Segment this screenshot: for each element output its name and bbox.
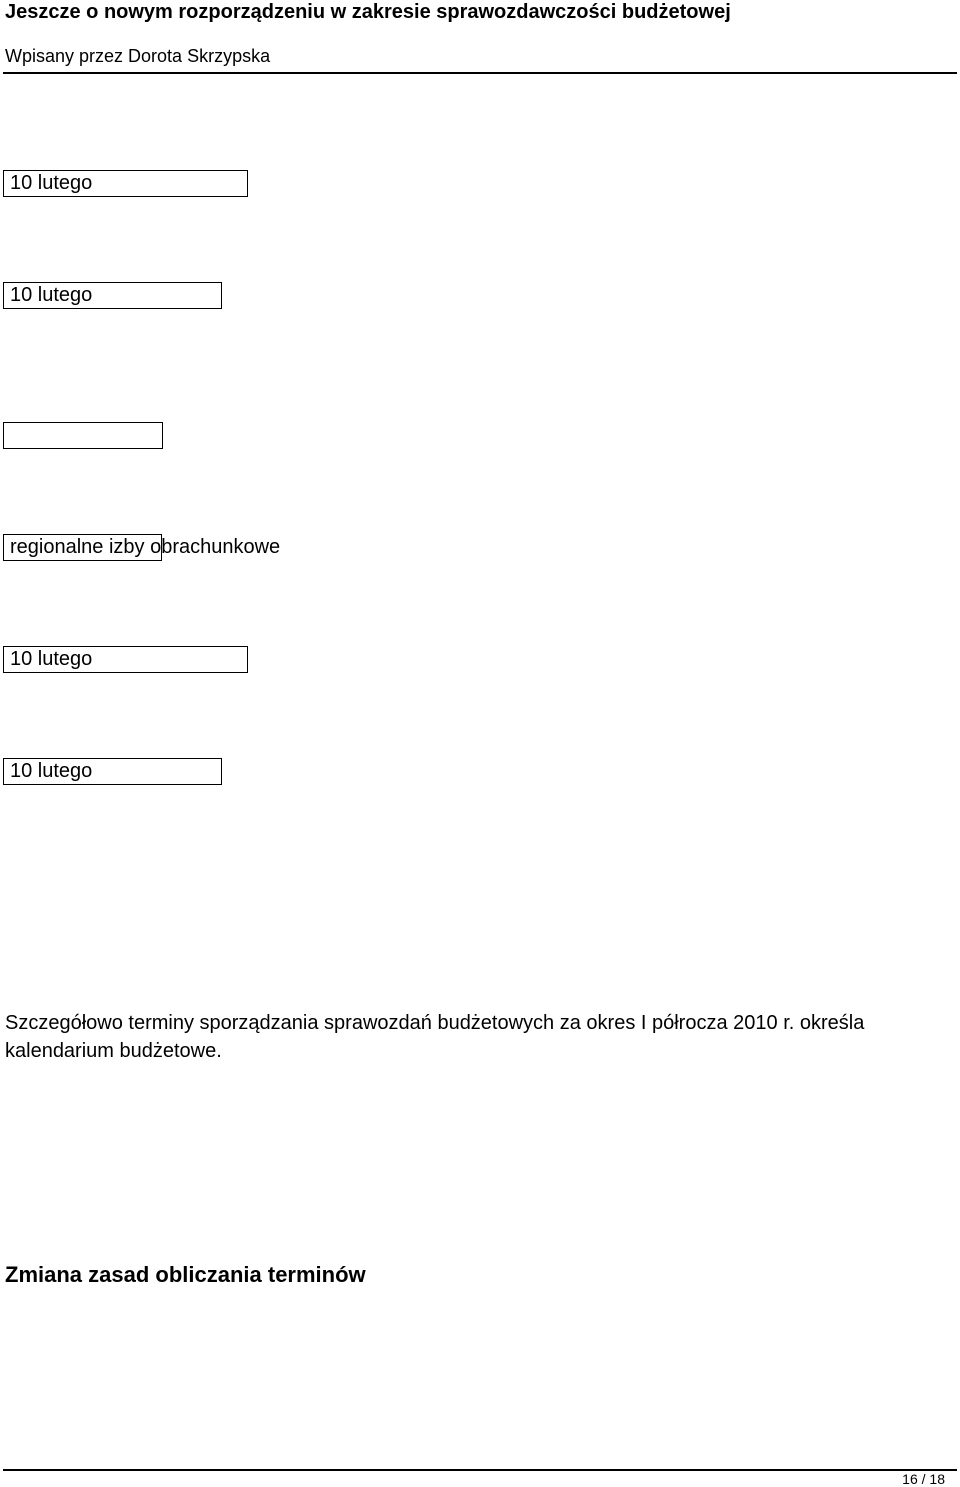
document-title: Jeszcze o nowym rozporządzeniu w zakresie sprawozdawczości budżetowej — [5, 1, 731, 23]
cell-text: regionalne izby obrachunkowe — [10, 536, 281, 558]
section-heading: Zmiana zasad obliczania terminów — [5, 1262, 366, 1287]
table-cell — [3, 758, 222, 785]
cell-text: 10 lutego — [10, 760, 93, 782]
table-cell-empty — [3, 422, 163, 449]
table-cell — [3, 282, 222, 309]
cell-text: 10 lutego — [10, 648, 93, 670]
body-paragraph: Szczegółowo terminy sporządzania sprawozdań budżetowych za okres I półrocza 2010 r. określa kalendarium budżetowe. — [5, 1012, 865, 1062]
header-divider — [3, 72, 957, 74]
table-cell — [3, 170, 248, 197]
author-line: Wpisany przez Dorota Skrzypska — [5, 46, 271, 66]
footer-divider — [3, 1469, 957, 1471]
table-cell — [3, 646, 248, 673]
table-cell — [3, 534, 281, 561]
page-number: 16 / 18 — [902, 1471, 945, 1487]
cell-text: 10 lutego — [10, 284, 93, 306]
cell-text: 10 lutego — [10, 172, 93, 194]
